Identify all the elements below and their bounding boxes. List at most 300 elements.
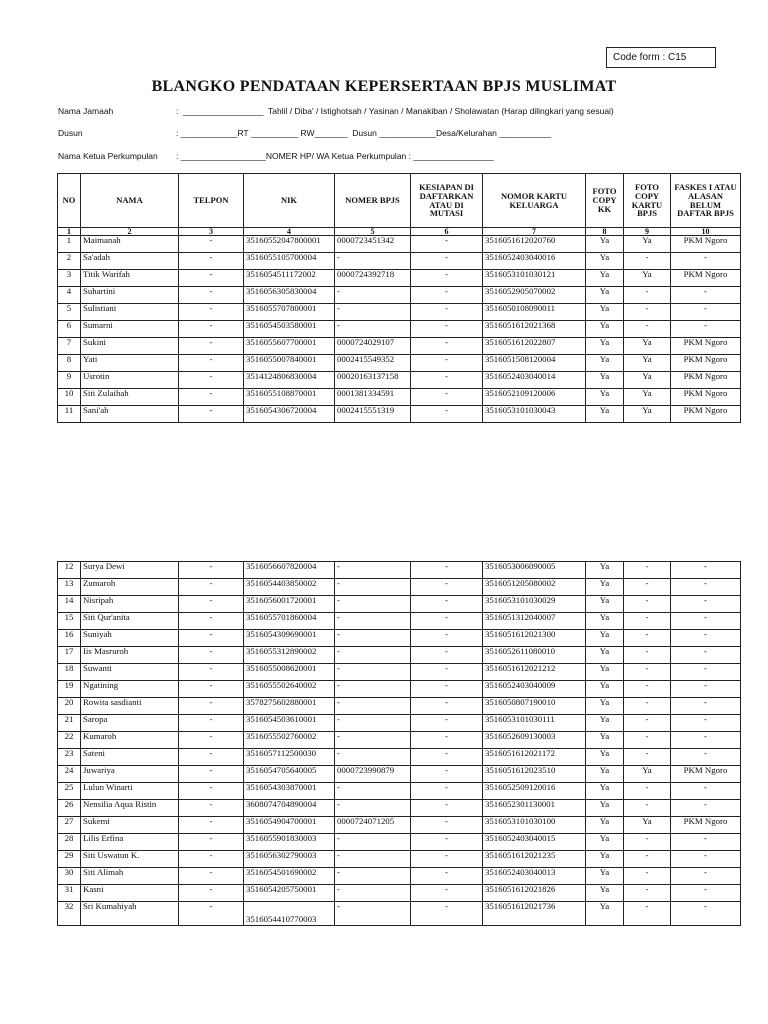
table-cell: - [624, 868, 671, 885]
table-row [58, 851, 741, 868]
table-cell: Ya [586, 902, 624, 926]
column-number: 10 [671, 228, 741, 236]
table-cell: Ya [586, 562, 624, 579]
table-cell: Ya [586, 868, 624, 885]
page-title: BLANGKO PENDATAAN KEPERSERTAAN BPJS MUSLIMAT [151, 78, 617, 95]
table-cell: Ya [624, 406, 671, 423]
table-cell: 3516052905070002 [483, 287, 586, 304]
table-cell: Ya [586, 613, 624, 630]
table-cell: 3516055607700001 [244, 338, 335, 355]
dusun-label: Dusun [58, 128, 83, 138]
table-row [58, 834, 741, 851]
table-cell: - [671, 851, 741, 868]
column-number: 9 [624, 228, 671, 236]
table-cell: - [179, 596, 244, 613]
table-cell: - [671, 715, 741, 732]
table-cell: - [411, 868, 483, 885]
table-cell: Sumarni [81, 321, 179, 338]
table-cell: - [671, 681, 741, 698]
table-cell: - [624, 562, 671, 579]
table-cell: Sani'ah [81, 406, 179, 423]
table-cell: - [624, 800, 671, 817]
table-cell: Ya [624, 389, 671, 406]
table-cell: 9 [58, 372, 81, 389]
members-table-page2 [57, 561, 741, 926]
ketua-value: : __________________NOMER HP/ WA Ketua Perkumpulan : _________________ [176, 151, 494, 161]
table-row [58, 817, 741, 834]
table-cell: 3608074704890004 [244, 800, 335, 817]
table-cell: Nensilia Aqua Ristin [81, 800, 179, 817]
table-row [58, 681, 741, 698]
table-cell: Ya [586, 766, 624, 783]
table-cell: Ya [586, 749, 624, 766]
table-cell: 3516052301130001 [483, 800, 586, 817]
table-cell: Ya [586, 817, 624, 834]
table-cell: - [671, 596, 741, 613]
table-cell: Ya [586, 800, 624, 817]
table-cell: Ya [624, 817, 671, 834]
column-header: NO [58, 174, 81, 228]
table-row [58, 372, 741, 389]
table-cell: - [624, 647, 671, 664]
table-cell: Yati [81, 355, 179, 372]
table-cell: - [411, 355, 483, 372]
table-cell: 3516056001720001 [244, 596, 335, 613]
table-cell: 22 [58, 732, 81, 749]
table-row [58, 579, 741, 596]
table-cell: - [624, 749, 671, 766]
members-table-page1 [57, 173, 741, 423]
table-cell: - [335, 562, 411, 579]
table-cell: Ya [586, 732, 624, 749]
table-cell: PKM Ngoro [671, 372, 741, 389]
table-cell: Kasni [81, 885, 179, 902]
table-cell: - [411, 562, 483, 579]
ketua-label: Nama Ketua Perkumpulan [58, 151, 158, 161]
table-cell: - [335, 647, 411, 664]
table-cell: Ya [586, 698, 624, 715]
table-cell: Lulun Winarti [81, 783, 179, 800]
table-cell: - [411, 321, 483, 338]
table-cell: - [624, 304, 671, 321]
table-cell: Ya [586, 372, 624, 389]
table-cell: - [335, 698, 411, 715]
table-row [58, 321, 741, 338]
table-cell: - [179, 834, 244, 851]
table-cell: - [179, 647, 244, 664]
table-cell: 3516053006090005 [483, 562, 586, 579]
table-cell: Ya [586, 630, 624, 647]
table-row [58, 562, 741, 579]
table-cell: - [624, 630, 671, 647]
table-cell: - [624, 902, 671, 926]
table-row [58, 715, 741, 732]
table-row [58, 236, 741, 253]
table-cell: 3516052403040009 [483, 681, 586, 698]
table-cell: 3516054511172002 [244, 270, 335, 287]
table-cell: 3516052609130003 [483, 732, 586, 749]
table-cell: - [671, 868, 741, 885]
table-cell: - [411, 800, 483, 817]
table-cell: 3516052509120016 [483, 783, 586, 800]
table-cell: 3 [58, 270, 81, 287]
table-cell: - [335, 321, 411, 338]
table-cell: Ya [586, 596, 624, 613]
table-cell: 21 [58, 715, 81, 732]
table-cell: 3516052403040013 [483, 868, 586, 885]
table-cell: Ya [586, 406, 624, 423]
table-cell: Sri Kumahiyah [81, 902, 179, 926]
table-cell: Ya [586, 579, 624, 596]
table-cell: 3516051612021368 [483, 321, 586, 338]
table-cell: 17 [58, 647, 81, 664]
table-cell: 20 [58, 698, 81, 715]
table-cell: Titik Warifah [81, 270, 179, 287]
table-cell: Ya [586, 389, 624, 406]
table-cell: - [179, 800, 244, 817]
table-cell: 2 [58, 253, 81, 270]
table-cell: 3516054309690001 [244, 630, 335, 647]
table-cell: 35160552047800001 [244, 236, 335, 253]
table-row [58, 406, 741, 423]
table-cell: Sa'adah [81, 253, 179, 270]
table-cell: - [411, 817, 483, 834]
table-cell: 3516053101030100 [483, 817, 586, 834]
table-cell: - [335, 800, 411, 817]
table-cell: - [411, 664, 483, 681]
table-cell: - [179, 732, 244, 749]
table-cell: Ya [586, 253, 624, 270]
table-cell: PKM Ngoro [671, 236, 741, 253]
table-cell: - [671, 562, 741, 579]
table-cell: 11 [58, 406, 81, 423]
table-cell: Ngatining [81, 681, 179, 698]
table-cell: 3516056305830004 [244, 287, 335, 304]
table-cell: - [335, 868, 411, 885]
table-cell: 7 [58, 338, 81, 355]
table-cell: 3516055707800001 [244, 304, 335, 321]
table-cell: - [335, 681, 411, 698]
table-cell: - [335, 715, 411, 732]
table-cell: Siti Alimah [81, 868, 179, 885]
table-cell: Nisripah [81, 596, 179, 613]
table-cell: Lilis Erfina [81, 834, 179, 851]
table-cell: - [335, 783, 411, 800]
table-cell: Surya Dewi [81, 562, 179, 579]
table-cell: - [179, 338, 244, 355]
table-cell: PKM Ngoro [671, 406, 741, 423]
table-cell: Ya [586, 834, 624, 851]
table-cell: - [179, 851, 244, 868]
table-cell: 3516055901830003 [244, 834, 335, 851]
table-cell: - [624, 613, 671, 630]
table-cell: - [624, 885, 671, 902]
table-cell: 3516053101030121 [483, 270, 586, 287]
table-cell: Maimanah [81, 236, 179, 253]
table-cell: - [624, 664, 671, 681]
table-cell: 29 [58, 851, 81, 868]
table-cell: Ya [586, 783, 624, 800]
table-cell: Ya [586, 338, 624, 355]
column-number: 7 [483, 228, 586, 236]
table-cell: - [671, 749, 741, 766]
table-cell: 16 [58, 630, 81, 647]
table-cell: - [179, 236, 244, 253]
table-cell: - [411, 630, 483, 647]
table-cell: 3516051612023510 [483, 766, 586, 783]
table-cell: 6 [58, 321, 81, 338]
table-cell: PKM Ngoro [671, 338, 741, 355]
column-header: NAMA [81, 174, 179, 228]
table-cell: 14 [58, 596, 81, 613]
table-cell: 32 [58, 902, 81, 926]
table-cell: 28 [58, 834, 81, 851]
table-cell: 3516053101030043 [483, 406, 586, 423]
table-cell: 1 [58, 236, 81, 253]
table-cell: - [179, 766, 244, 783]
table-cell: - [411, 749, 483, 766]
table-cell: 3516055502640002 [244, 681, 335, 698]
table-cell: - [411, 372, 483, 389]
table-cell: 26 [58, 800, 81, 817]
table-row [58, 647, 741, 664]
table-cell: 3516054306720004 [244, 406, 335, 423]
table-cell: - [411, 406, 483, 423]
table-cell: - [411, 253, 483, 270]
table-cell: 3516051612020760 [483, 236, 586, 253]
table-cell: Sukini [81, 338, 179, 355]
table-cell: 3516053101030111 [483, 715, 586, 732]
table-cell: Sulistiani [81, 304, 179, 321]
table-cell: - [179, 902, 244, 926]
table-cell: - [411, 579, 483, 596]
table-row [58, 596, 741, 613]
table-cell: 25 [58, 783, 81, 800]
table-cell: Sateni [81, 749, 179, 766]
table-cell: - [411, 236, 483, 253]
table-cell: 3516052403040016 [483, 253, 586, 270]
table-cell: 12 [58, 562, 81, 579]
table-cell: Siti Uswatun K. [81, 851, 179, 868]
table-cell: 24 [58, 766, 81, 783]
table-cell: - [624, 579, 671, 596]
table-cell: 0000724029107 [335, 338, 411, 355]
table-cell: 3516054503580001 [244, 321, 335, 338]
table-cell: Ya [624, 372, 671, 389]
table-cell: - [335, 664, 411, 681]
table-cell: Ya [586, 304, 624, 321]
table-cell: 3516051612022807 [483, 338, 586, 355]
table-cell: 3516055701860004 [244, 613, 335, 630]
table-cell: 15 [58, 613, 81, 630]
table-cell: 3516054503610001 [244, 715, 335, 732]
table-row [58, 389, 741, 406]
table-cell: PKM Ngoro [671, 766, 741, 783]
meta-nama-jamaah [58, 106, 614, 116]
table-cell: - [411, 613, 483, 630]
table-cell: 13 [58, 579, 81, 596]
table-cell: 3516054410770003 [244, 902, 335, 926]
table-cell: - [411, 783, 483, 800]
table-cell: Sukemi [81, 817, 179, 834]
table-row [58, 355, 741, 372]
table-row [58, 253, 741, 270]
table-cell: - [179, 630, 244, 647]
table-cell: - [179, 613, 244, 630]
table-row [58, 800, 741, 817]
table-row [58, 749, 741, 766]
table-cell: 3516052109120006 [483, 389, 586, 406]
table-cell: 10 [58, 389, 81, 406]
table-cell: - [411, 338, 483, 355]
table-cell: 3578275602880001 [244, 698, 335, 715]
table-cell: - [179, 270, 244, 287]
table-row [58, 766, 741, 783]
table-cell: Suhartini [81, 287, 179, 304]
table-cell: - [179, 885, 244, 902]
code-form-box: Code form : C15 [606, 47, 716, 68]
table-cell: - [335, 253, 411, 270]
table-cell: Ya [586, 355, 624, 372]
table-cell: Kumaroh [81, 732, 179, 749]
table-cell: Siti Zulaihah [81, 389, 179, 406]
table-cell: - [335, 834, 411, 851]
table-cell: - [179, 579, 244, 596]
table-cell: - [335, 749, 411, 766]
table-cell: 27 [58, 817, 81, 834]
table-cell: Rowita sasdianti [81, 698, 179, 715]
table-cell: - [671, 253, 741, 270]
table-cell: - [671, 885, 741, 902]
table-cell: - [624, 715, 671, 732]
table-cell: - [179, 253, 244, 270]
table-cell: - [671, 613, 741, 630]
table-cell: - [671, 647, 741, 664]
table-cell: - [179, 783, 244, 800]
table-cell: 3516054403850002 [244, 579, 335, 596]
table-cell: 0000723990879 [335, 766, 411, 783]
column-header: NOMER BPJS [335, 174, 411, 228]
table-row [58, 885, 741, 902]
table-cell: - [179, 406, 244, 423]
table-cell: 4 [58, 287, 81, 304]
table-cell: 3516055007840001 [244, 355, 335, 372]
table-cell: 3516051612021212 [483, 664, 586, 681]
table-cell: - [179, 562, 244, 579]
table-cell: 0001381334591 [335, 389, 411, 406]
table-cell: Siti Qur'anita [81, 613, 179, 630]
table-cell: - [335, 596, 411, 613]
table-cell: 3516050807190010 [483, 698, 586, 715]
table-cell: Ya [624, 766, 671, 783]
table-cell: Ya [586, 681, 624, 698]
nama-jamaah-value: : _________________ Tahlil / Diba' / Istighotsah / Yasinan / Manakiban / Sholawatan (Harap dilingkari yang sesuai) [176, 106, 614, 116]
table-cell: - [624, 596, 671, 613]
table-cell: - [411, 851, 483, 868]
table-cell: 3516052611080010 [483, 647, 586, 664]
table-cell: - [624, 834, 671, 851]
table-cell: - [411, 766, 483, 783]
column-number: 8 [586, 228, 624, 236]
table-row [58, 613, 741, 630]
table-cell: 3516052403040014 [483, 372, 586, 389]
table-cell: 3516051612021736 [483, 902, 586, 926]
table-cell: - [335, 613, 411, 630]
table-cell: - [411, 647, 483, 664]
table-cell: Suniyah [81, 630, 179, 647]
table-cell: 8 [58, 355, 81, 372]
column-header: FOTO COPY KARTU BPJS [624, 174, 671, 228]
table-cell: Iis Masruroh [81, 647, 179, 664]
table-cell: Ya [586, 236, 624, 253]
table-cell: - [411, 270, 483, 287]
table-cell: 3516054705640005 [244, 766, 335, 783]
table-cell: - [335, 851, 411, 868]
table-cell: 3516051312040007 [483, 613, 586, 630]
table-cell: - [179, 681, 244, 698]
table-cell: - [624, 783, 671, 800]
table-cell: - [411, 885, 483, 902]
table-cell: - [179, 868, 244, 885]
table-cell: - [624, 698, 671, 715]
column-header: NIK [244, 174, 335, 228]
table-cell: PKM Ngoro [671, 355, 741, 372]
table-cell: - [624, 253, 671, 270]
table-cell: 3516051508120004 [483, 355, 586, 372]
table-cell: PKM Ngoro [671, 817, 741, 834]
table-cell: 3516053101030029 [483, 596, 586, 613]
table-cell: - [671, 321, 741, 338]
table-row [58, 902, 741, 926]
table-cell: PKM Ngoro [671, 389, 741, 406]
table-row [58, 783, 741, 800]
table-cell: 31 [58, 885, 81, 902]
table-cell: 3516051205080002 [483, 579, 586, 596]
table-cell: - [411, 596, 483, 613]
table-cell: - [624, 851, 671, 868]
table-cell: Suwanti [81, 664, 179, 681]
table-cell: - [411, 287, 483, 304]
meta-dusun [58, 128, 551, 138]
table-cell: - [335, 630, 411, 647]
table-cell: 3516055502760002 [244, 732, 335, 749]
table-cell: - [411, 304, 483, 321]
table-cell: - [335, 885, 411, 902]
column-header: KESIAPAN DI DAFTARKAN ATAU DI MUTASI [411, 174, 483, 228]
column-header: FASKES I ATAU ALASAN BELUM DAFTAR BPJS [671, 174, 741, 228]
table-cell: 3516056302790003 [244, 851, 335, 868]
table-cell: 3516054303870001 [244, 783, 335, 800]
table-cell: 3516055008620001 [244, 664, 335, 681]
meta-ketua [58, 151, 494, 161]
column-number: 1 [58, 228, 81, 236]
table-cell: Ya [586, 664, 624, 681]
table-cell: - [411, 681, 483, 698]
table-cell: - [179, 321, 244, 338]
table-cell: Ya [586, 270, 624, 287]
table-cell: - [179, 698, 244, 715]
table-row [58, 338, 741, 355]
table-cell: Ya [586, 715, 624, 732]
column-header: FOTO COPY KK [586, 174, 624, 228]
table-cell: - [179, 817, 244, 834]
table-cell: 00020163137158 [335, 372, 411, 389]
column-header: NOMOR KARTU KELUARGA [483, 174, 586, 228]
table-cell: 23 [58, 749, 81, 766]
table-cell: - [411, 715, 483, 732]
table-cell: - [335, 732, 411, 749]
column-number: 3 [179, 228, 244, 236]
